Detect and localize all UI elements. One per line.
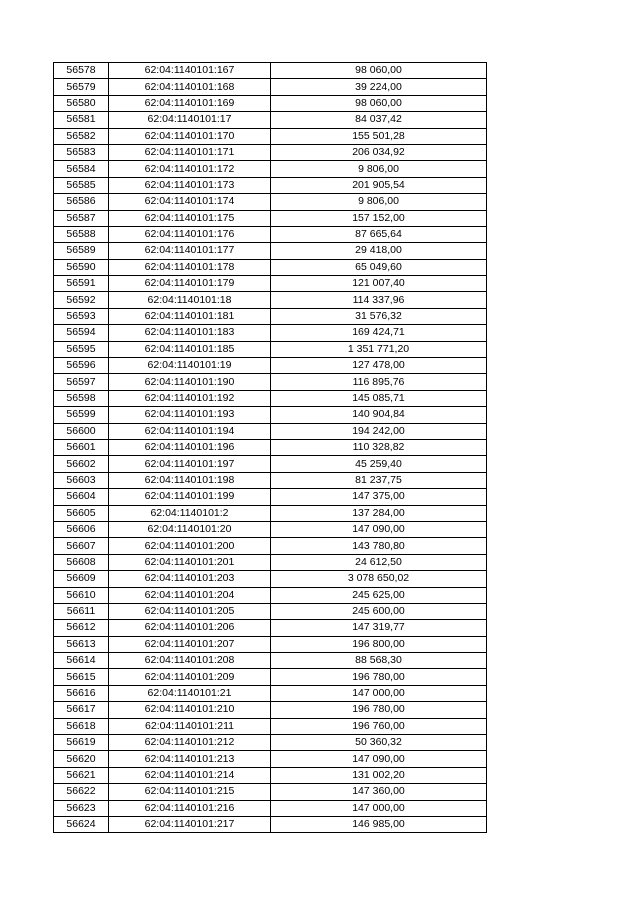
cadastral-value-cell: 29 418,00 (271, 243, 487, 259)
table-row (54, 210, 487, 226)
table-row (54, 423, 487, 439)
table-row (54, 308, 487, 324)
cadastral-value-table (53, 62, 487, 833)
row-number-cell: 56613 (54, 636, 109, 652)
cadastral-number-cell: 62:04:1140101:17 (109, 112, 271, 128)
row-number-cell: 56595 (54, 341, 109, 357)
cadastral-value-cell: 39 224,00 (271, 79, 487, 95)
table-row (54, 816, 487, 832)
cadastral-number-cell: 62:04:1140101:215 (109, 784, 271, 800)
cadastral-value-cell: 116 895,76 (271, 374, 487, 390)
cadastral-value-cell: 131 002,20 (271, 767, 487, 783)
cadastral-value-cell: 87 665,64 (271, 226, 487, 242)
row-number-cell: 56620 (54, 751, 109, 767)
row-number-cell: 56587 (54, 210, 109, 226)
row-number-cell: 56624 (54, 816, 109, 832)
cadastral-number-cell: 62:04:1140101:185 (109, 341, 271, 357)
table-row (54, 620, 487, 636)
cadastral-value-cell: 9 806,00 (271, 161, 487, 177)
cadastral-number-cell: 62:04:1140101:167 (109, 63, 271, 79)
row-number-cell: 56603 (54, 472, 109, 488)
row-number-cell: 56583 (54, 144, 109, 160)
table-row (54, 112, 487, 128)
cadastral-value-cell: 50 360,32 (271, 735, 487, 751)
row-number-cell: 56602 (54, 456, 109, 472)
row-number-cell: 56611 (54, 603, 109, 619)
cadastral-number-cell: 62:04:1140101:198 (109, 472, 271, 488)
row-number-cell: 56600 (54, 423, 109, 439)
cadastral-value-cell: 143 780,80 (271, 538, 487, 554)
cadastral-value-cell: 145 085,71 (271, 390, 487, 406)
cadastral-value-cell: 147 375,00 (271, 489, 487, 505)
cadastral-number-cell: 62:04:1140101:216 (109, 800, 271, 816)
row-number-cell: 56623 (54, 800, 109, 816)
cadastral-value-cell: 206 034,92 (271, 144, 487, 160)
cadastral-value-cell: 9 806,00 (271, 194, 487, 210)
table-row (54, 456, 487, 472)
row-number-cell: 56598 (54, 390, 109, 406)
table-row (54, 194, 487, 210)
table-row (54, 489, 487, 505)
table-row (54, 603, 487, 619)
row-number-cell: 56608 (54, 554, 109, 570)
cadastral-value-cell: 31 576,32 (271, 308, 487, 324)
table-row (54, 800, 487, 816)
table-row (54, 161, 487, 177)
cadastral-number-cell: 62:04:1140101:170 (109, 128, 271, 144)
cadastral-number-cell: 62:04:1140101:208 (109, 653, 271, 669)
row-number-cell: 56617 (54, 702, 109, 718)
cadastral-value-cell: 84 037,42 (271, 112, 487, 128)
row-number-cell: 56589 (54, 243, 109, 259)
cadastral-number-cell: 62:04:1140101:18 (109, 292, 271, 308)
row-number-cell: 56579 (54, 79, 109, 95)
cadastral-number-cell: 62:04:1140101:172 (109, 161, 271, 177)
row-number-cell: 56604 (54, 489, 109, 505)
table-row (54, 439, 487, 455)
cadastral-value-cell: 127 478,00 (271, 358, 487, 374)
cadastral-number-cell: 62:04:1140101:203 (109, 571, 271, 587)
cadastral-number-cell: 62:04:1140101:169 (109, 95, 271, 111)
table-row (54, 259, 487, 275)
cadastral-value-cell: 147 000,00 (271, 800, 487, 816)
row-number-cell: 56597 (54, 374, 109, 390)
cadastral-value-cell: 24 612,50 (271, 554, 487, 570)
row-number-cell: 56612 (54, 620, 109, 636)
table-row (54, 718, 487, 734)
row-number-cell: 56590 (54, 259, 109, 275)
table-row (54, 505, 487, 521)
cadastral-number-cell: 62:04:1140101:200 (109, 538, 271, 554)
table-row (54, 751, 487, 767)
table-row (54, 685, 487, 701)
cadastral-value-cell: 147 000,00 (271, 685, 487, 701)
table-row (54, 276, 487, 292)
cadastral-number-cell: 62:04:1140101:205 (109, 603, 271, 619)
cadastral-number-cell: 62:04:1140101:199 (109, 489, 271, 505)
table-row (54, 63, 487, 79)
cadastral-value-cell: 245 625,00 (271, 587, 487, 603)
cadastral-number-cell: 62:04:1140101:2 (109, 505, 271, 521)
table-row (54, 521, 487, 537)
row-number-cell: 56610 (54, 587, 109, 603)
row-number-cell: 56591 (54, 276, 109, 292)
table-row (54, 702, 487, 718)
cadastral-value-cell: 147 090,00 (271, 521, 487, 537)
table-row (54, 653, 487, 669)
cadastral-value-cell: 196 780,00 (271, 669, 487, 685)
cadastral-number-cell: 62:04:1140101:175 (109, 210, 271, 226)
table-row (54, 358, 487, 374)
cadastral-value-cell: 140 904,84 (271, 407, 487, 423)
row-number-cell: 56601 (54, 439, 109, 455)
table-row (54, 538, 487, 554)
cadastral-value-cell: 146 985,00 (271, 816, 487, 832)
cadastral-value-cell: 245 600,00 (271, 603, 487, 619)
cadastral-number-cell: 62:04:1140101:192 (109, 390, 271, 406)
row-number-cell: 56599 (54, 407, 109, 423)
cadastral-number-cell: 62:04:1140101:177 (109, 243, 271, 259)
cadastral-value-cell: 1 351 771,20 (271, 341, 487, 357)
row-number-cell: 56580 (54, 95, 109, 111)
table-row (54, 128, 487, 144)
row-number-cell: 56586 (54, 194, 109, 210)
table-row (54, 735, 487, 751)
cadastral-number-cell: 62:04:1140101:176 (109, 226, 271, 242)
table-row (54, 374, 487, 390)
row-number-cell: 56622 (54, 784, 109, 800)
cadastral-value-cell: 121 007,40 (271, 276, 487, 292)
table-row (54, 390, 487, 406)
table-row (54, 669, 487, 685)
table-row (54, 407, 487, 423)
table-body (54, 63, 487, 833)
row-number-cell: 56605 (54, 505, 109, 521)
cadastral-value-cell: 196 780,00 (271, 702, 487, 718)
cadastral-value-cell: 110 328,82 (271, 439, 487, 455)
table-row (54, 226, 487, 242)
cadastral-value-cell: 81 237,75 (271, 472, 487, 488)
row-number-cell: 56584 (54, 161, 109, 177)
table-row (54, 177, 487, 193)
cadastral-number-cell: 62:04:1140101:173 (109, 177, 271, 193)
cadastral-value-cell: 196 760,00 (271, 718, 487, 734)
cadastral-number-cell: 62:04:1140101:212 (109, 735, 271, 751)
cadastral-number-cell: 62:04:1140101:190 (109, 374, 271, 390)
cadastral-value-cell: 137 284,00 (271, 505, 487, 521)
cadastral-number-cell: 62:04:1140101:21 (109, 685, 271, 701)
row-number-cell: 56616 (54, 685, 109, 701)
cadastral-value-cell: 155 501,28 (271, 128, 487, 144)
table-row (54, 292, 487, 308)
cadastral-number-cell: 62:04:1140101:174 (109, 194, 271, 210)
row-number-cell: 56596 (54, 358, 109, 374)
cadastral-value-cell: 88 568,30 (271, 653, 487, 669)
row-number-cell: 56594 (54, 325, 109, 341)
row-number-cell: 56593 (54, 308, 109, 324)
table-row (54, 554, 487, 570)
cadastral-number-cell: 62:04:1140101:19 (109, 358, 271, 374)
row-number-cell: 56615 (54, 669, 109, 685)
cadastral-number-cell: 62:04:1140101:209 (109, 669, 271, 685)
table-row (54, 571, 487, 587)
cadastral-value-cell: 147 090,00 (271, 751, 487, 767)
cadastral-number-cell: 62:04:1140101:214 (109, 767, 271, 783)
row-number-cell: 56606 (54, 521, 109, 537)
row-number-cell: 56582 (54, 128, 109, 144)
table-row (54, 784, 487, 800)
row-number-cell: 56585 (54, 177, 109, 193)
row-number-cell: 56592 (54, 292, 109, 308)
row-number-cell: 56619 (54, 735, 109, 751)
table-row (54, 95, 487, 111)
table-row (54, 587, 487, 603)
row-number-cell: 56618 (54, 718, 109, 734)
cadastral-value-cell: 65 049,60 (271, 259, 487, 275)
cadastral-value-cell: 147 360,00 (271, 784, 487, 800)
cadastral-value-cell: 98 060,00 (271, 63, 487, 79)
cadastral-number-cell: 62:04:1140101:204 (109, 587, 271, 603)
cadastral-number-cell: 62:04:1140101:179 (109, 276, 271, 292)
row-number-cell: 56609 (54, 571, 109, 587)
table-row (54, 341, 487, 357)
cadastral-value-cell: 194 242,00 (271, 423, 487, 439)
cadastral-value-cell: 157 152,00 (271, 210, 487, 226)
table-row (54, 243, 487, 259)
cadastral-number-cell: 62:04:1140101:210 (109, 702, 271, 718)
table-row (54, 767, 487, 783)
cadastral-number-cell: 62:04:1140101:178 (109, 259, 271, 275)
cadastral-value-cell: 147 319,77 (271, 620, 487, 636)
cadastral-number-cell: 62:04:1140101:168 (109, 79, 271, 95)
cadastral-number-cell: 62:04:1140101:171 (109, 144, 271, 160)
table-row (54, 144, 487, 160)
cadastral-value-cell: 3 078 650,02 (271, 571, 487, 587)
row-number-cell: 56607 (54, 538, 109, 554)
cadastral-number-cell: 62:04:1140101:194 (109, 423, 271, 439)
row-number-cell: 56621 (54, 767, 109, 783)
cadastral-number-cell: 62:04:1140101:201 (109, 554, 271, 570)
table-row (54, 325, 487, 341)
table-row (54, 79, 487, 95)
cadastral-value-cell: 169 424,71 (271, 325, 487, 341)
cadastral-number-cell: 62:04:1140101:197 (109, 456, 271, 472)
cadastral-number-cell: 62:04:1140101:207 (109, 636, 271, 652)
cadastral-number-cell: 62:04:1140101:211 (109, 718, 271, 734)
cadastral-number-cell: 62:04:1140101:181 (109, 308, 271, 324)
cadastral-value-cell: 196 800,00 (271, 636, 487, 652)
row-number-cell: 56578 (54, 63, 109, 79)
cadastral-value-cell: 98 060,00 (271, 95, 487, 111)
cadastral-value-cell: 45 259,40 (271, 456, 487, 472)
row-number-cell: 56581 (54, 112, 109, 128)
cadastral-number-cell: 62:04:1140101:206 (109, 620, 271, 636)
table-row (54, 472, 487, 488)
cadastral-number-cell: 62:04:1140101:193 (109, 407, 271, 423)
cadastral-value-cell: 114 337,96 (271, 292, 487, 308)
table-row (54, 636, 487, 652)
row-number-cell: 56588 (54, 226, 109, 242)
cadastral-number-cell: 62:04:1140101:217 (109, 816, 271, 832)
cadastral-number-cell: 62:04:1140101:196 (109, 439, 271, 455)
cadastral-number-cell: 62:04:1140101:183 (109, 325, 271, 341)
cadastral-value-cell: 201 905,54 (271, 177, 487, 193)
row-number-cell: 56614 (54, 653, 109, 669)
cadastral-number-cell: 62:04:1140101:20 (109, 521, 271, 537)
cadastral-number-cell: 62:04:1140101:213 (109, 751, 271, 767)
